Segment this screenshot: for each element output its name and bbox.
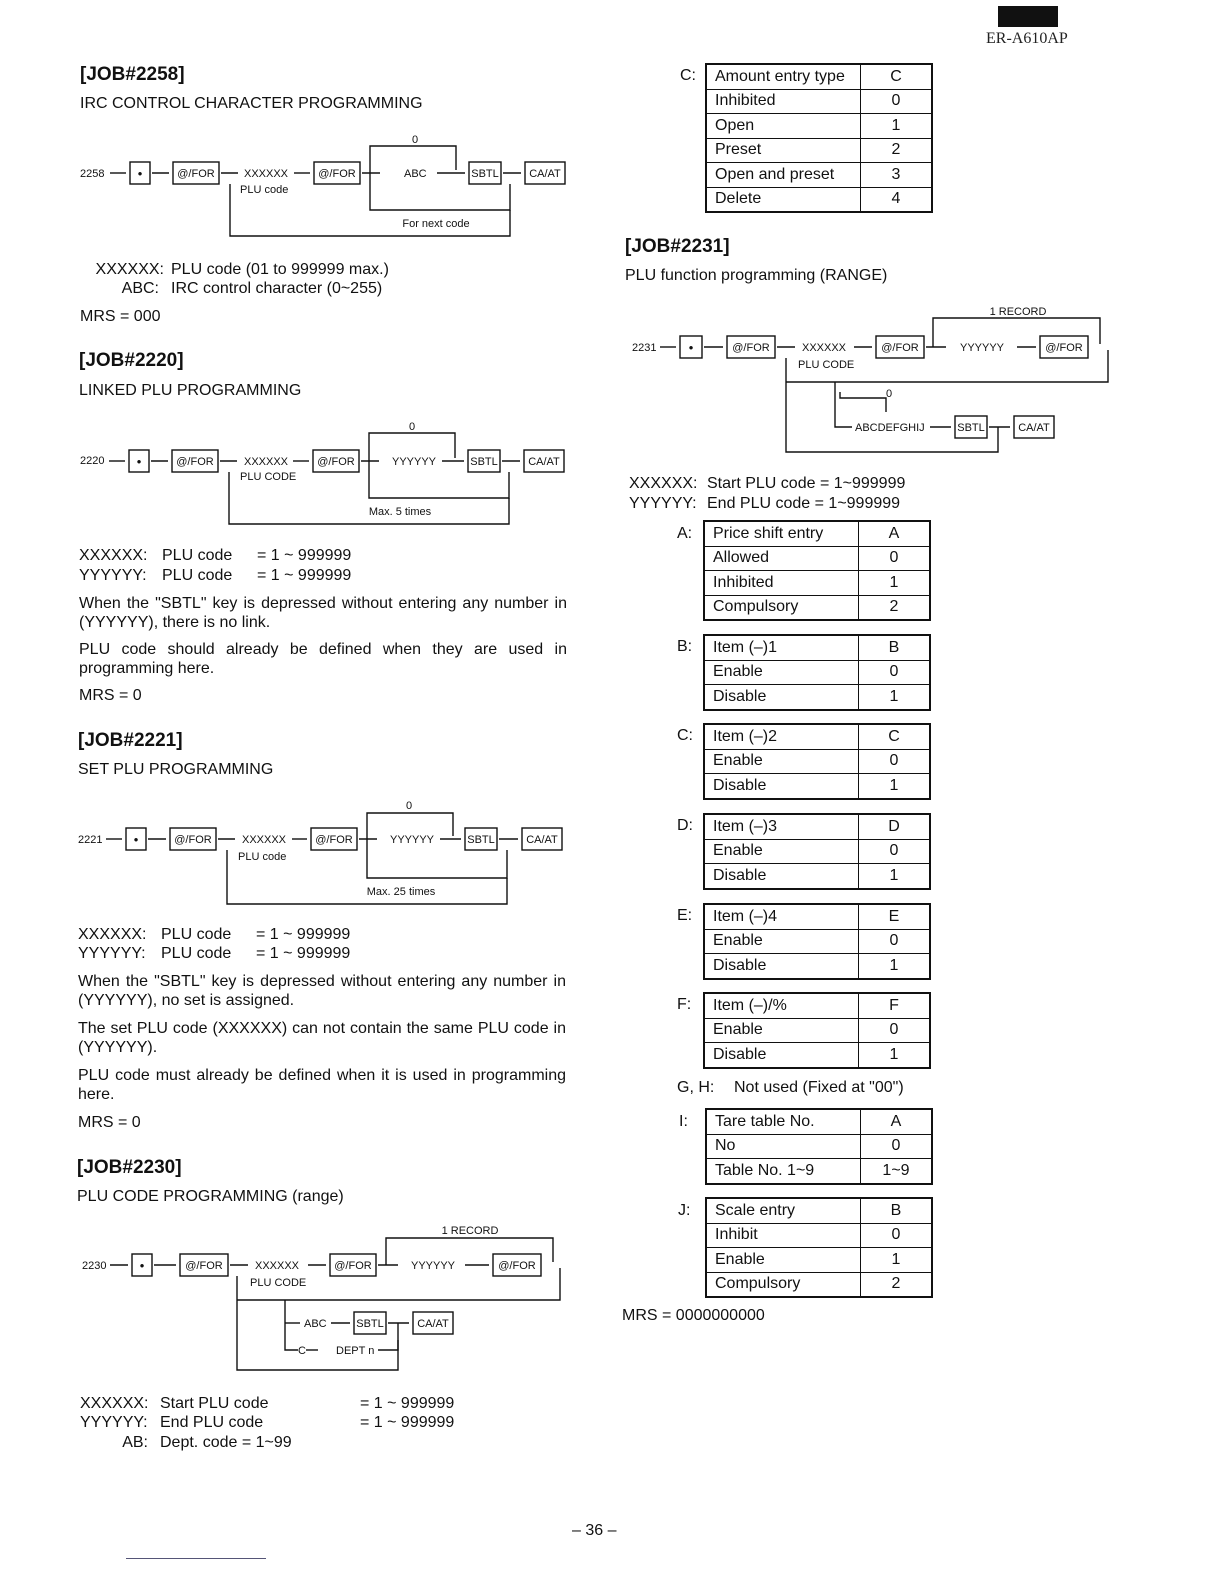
table-cell: E xyxy=(859,904,931,929)
ca-at-key: CA/AT xyxy=(528,456,560,468)
gh-text: Not used (Fixed at "00") xyxy=(734,1079,904,1096)
def-key: YYYYYY: xyxy=(79,567,147,584)
job2220-middle: YYYYYY xyxy=(392,456,437,468)
job2221-subtitle: SET PLU PROGRAMMING xyxy=(78,761,274,778)
table-cell: 3 xyxy=(861,163,933,188)
table-cell: Disable xyxy=(704,685,859,710)
job2230-title: [JOB#2230] xyxy=(77,1157,182,1178)
table-cell: Enable xyxy=(704,749,859,774)
job2231-mrs: MRS = 0000000000 xyxy=(622,1307,765,1324)
job2258-subtitle: IRC CONTROL CHARACTER PROGRAMMING xyxy=(80,95,423,112)
def-text: PLU code xyxy=(161,926,232,943)
table-cell: A xyxy=(861,1109,933,1134)
table-cell: Disable xyxy=(704,954,859,979)
job2221-middle: YYYYYY xyxy=(390,834,435,846)
ca-at-key: CA/AT xyxy=(1018,422,1050,434)
job2230-record: 1 RECORD xyxy=(441,1225,499,1237)
job2230-code: 2230 xyxy=(82,1260,107,1272)
job2230-c: C xyxy=(298,1345,306,1357)
table-cell: A xyxy=(859,521,931,546)
amount-entry-type-table xyxy=(705,63,933,213)
ca-at-key: CA/AT xyxy=(417,1318,449,1330)
at-for-key: @/FOR xyxy=(176,456,214,468)
table-cell: 0 xyxy=(861,1134,933,1159)
job2220-code: 2220 xyxy=(80,455,105,467)
def-text: End PLU code = 1~999999 xyxy=(707,495,901,512)
job2221-title: [JOB#2221] xyxy=(78,730,183,751)
table-cell: 2 xyxy=(861,138,933,163)
point-key: • xyxy=(136,454,142,469)
header-black-bar xyxy=(998,6,1058,27)
def-text: PLU code xyxy=(162,567,233,584)
job2231-y-entry: YYYYYY xyxy=(960,342,1005,354)
at-for-key: @/FOR xyxy=(498,1260,536,1272)
item-minus-4-table xyxy=(703,903,931,980)
job2258-flow-diagram xyxy=(80,128,580,240)
table-label: D: xyxy=(677,817,693,834)
job2220-para-sbtl: When the "SBTL" key is depressed without entering any number in (YYYYYY), there is no link. xyxy=(79,595,567,631)
table-label: B: xyxy=(677,638,693,655)
def-key: YYYYYY: xyxy=(629,495,697,512)
table-cell: No xyxy=(706,1134,861,1159)
table-cell: 4 xyxy=(861,187,933,212)
def-value: = 1 ~ 999999 xyxy=(256,926,351,943)
table-cell: Inhibited xyxy=(704,571,859,596)
def-value: = 1 ~ 999999 xyxy=(257,567,352,584)
point-key: • xyxy=(139,1258,145,1273)
table-cell: Disable xyxy=(704,864,859,889)
table-cell: 1 xyxy=(859,1043,931,1068)
job2220-loop-label: Max. 5 times xyxy=(368,506,432,518)
item-minus-1-table xyxy=(703,634,931,711)
job2258-loop-label: For next code xyxy=(402,218,470,230)
job2258-mrs: MRS = 000 xyxy=(80,308,161,325)
job2221-x-entry: XXXXXX xyxy=(242,834,287,846)
table-cell: 2 xyxy=(861,1272,933,1297)
table-cell: 1 xyxy=(859,864,931,889)
table-cell: Enable xyxy=(704,839,859,864)
table-cell: 0 xyxy=(861,1223,933,1248)
job2220-para-defined: PLU code should already be defined when they are used in programming here. xyxy=(79,641,567,677)
table-cell: 0 xyxy=(859,839,931,864)
table-cell: Scale entry xyxy=(706,1198,861,1223)
job2231-code: 2231 xyxy=(632,342,657,354)
job2221-para-same: The set PLU code (XXXXXX) can not contain the same PLU code in (YYYYYY). xyxy=(78,1020,566,1056)
def-text: Start PLU code xyxy=(160,1395,269,1412)
table-cell: 1 xyxy=(861,114,933,139)
def-key: XXXXXX: xyxy=(629,475,698,492)
table-cell: 0 xyxy=(859,929,931,954)
table-label: J: xyxy=(678,1202,691,1219)
job2220-title: [JOB#2220] xyxy=(79,350,184,371)
job2258-middle: ABC xyxy=(404,168,427,180)
job2231-record: 1 RECORD xyxy=(989,306,1047,318)
table-label: C: xyxy=(677,727,693,744)
page-number: – 36 – xyxy=(572,1522,617,1539)
table-label: A: xyxy=(677,525,693,542)
table-cell: 1 xyxy=(861,1248,933,1273)
job2230-x-entry: XXXXXX xyxy=(255,1260,300,1272)
job2221-code: 2221 xyxy=(78,834,103,846)
table-cell: Open and preset xyxy=(706,163,861,188)
table-cell: Item (–)2 xyxy=(704,724,859,749)
table-cell: Table No. 1~9 xyxy=(706,1159,861,1184)
footer-rule xyxy=(126,1558,266,1559)
def-value: = 1 ~ 999999 xyxy=(360,1414,455,1431)
job2231-zero: 0 xyxy=(885,388,893,400)
at-for-key: @/FOR xyxy=(1045,342,1083,354)
at-for-key: @/FOR xyxy=(881,342,919,354)
def-text: PLU code xyxy=(161,945,232,962)
sbtl-key: SBTL xyxy=(356,1318,384,1330)
def-key: YYYYYY: xyxy=(78,945,146,962)
table-cell: F xyxy=(859,993,931,1018)
table-cell: 0 xyxy=(859,749,931,774)
table-label: I: xyxy=(679,1113,688,1130)
job2221-x-label: PLU code xyxy=(238,851,287,863)
job2221-loop-label: Max. 25 times xyxy=(366,886,436,898)
table-cell: Price shift entry xyxy=(704,521,859,546)
table-cell: Compulsory xyxy=(704,595,859,620)
ca-at-key: CA/AT xyxy=(526,834,558,846)
def-key: YYYYYY: xyxy=(80,1414,148,1431)
def-key: XXXXXX: xyxy=(80,1395,149,1412)
job2220-zero: 0 xyxy=(408,421,416,433)
job2258-x-entry: XXXXXX xyxy=(244,168,289,180)
table-label: F: xyxy=(677,996,692,1013)
table-cell: 1 xyxy=(859,685,931,710)
def-value: = 1 ~ 999999 xyxy=(360,1395,455,1412)
table-cell: Compulsory xyxy=(706,1272,861,1297)
def-key: XXXXXX: xyxy=(79,547,148,564)
ca-at-key: CA/AT xyxy=(529,168,561,180)
table-cell: C xyxy=(859,724,931,749)
table-cell: Enable xyxy=(704,660,859,685)
at-for-key: @/FOR xyxy=(177,168,215,180)
def-value: = 1 ~ 999999 xyxy=(256,945,351,962)
job2231-x-label: PLU CODE xyxy=(798,359,855,371)
sbtl-key: SBTL xyxy=(467,834,495,846)
table-cell: Item (–)3 xyxy=(704,814,859,839)
def-text: PLU code xyxy=(162,547,233,564)
job2258-zero: 0 xyxy=(411,134,419,146)
job2221-zero: 0 xyxy=(405,800,413,812)
def-key: XXXXXX: xyxy=(78,926,147,943)
table-cell: Enable xyxy=(706,1248,861,1273)
job2230-subtitle: PLU CODE PROGRAMMING (range) xyxy=(77,1188,344,1205)
table-cell: Disable xyxy=(704,774,859,799)
table-cell: Item (–)/% xyxy=(704,993,859,1018)
table-cell: Preset xyxy=(706,138,861,163)
job2220-subtitle: LINKED PLU PROGRAMMING xyxy=(79,382,302,399)
table-cell: Inhibited xyxy=(706,89,861,114)
table-cell: Inhibit xyxy=(706,1223,861,1248)
job2221-para-defined: PLU code must already be defined when it is used in programming here. xyxy=(78,1067,566,1103)
tare-table xyxy=(705,1108,933,1185)
table-cell: 0 xyxy=(861,89,933,114)
table-cell: Tare table No. xyxy=(706,1109,861,1134)
at-for-key: @/FOR xyxy=(317,456,355,468)
point-key: • xyxy=(688,340,694,355)
at-for-key: @/FOR xyxy=(334,1260,372,1272)
table-cell: Item (–)1 xyxy=(704,635,859,660)
job2231-x-entry: XXXXXX xyxy=(802,342,847,354)
sbtl-key: SBTL xyxy=(470,456,498,468)
gh-label: G, H: xyxy=(677,1079,715,1096)
job2230-y-entry: YYYYYY xyxy=(411,1260,456,1272)
table-cell: C xyxy=(861,64,933,89)
table-cell: Item (–)4 xyxy=(704,904,859,929)
table-cell: 0 xyxy=(859,660,931,685)
table-cell: Open xyxy=(706,114,861,139)
at-for-key: @/FOR xyxy=(185,1260,223,1272)
job2221-para-sbtl: When the "SBTL" key is depressed without entering any number in (YYYYYY), no set is assigned. xyxy=(78,973,566,1009)
def-value: = 1 ~ 999999 xyxy=(257,547,352,564)
table-cell: Enable xyxy=(704,929,859,954)
point-key: • xyxy=(137,166,143,181)
table-cell: 1 xyxy=(859,954,931,979)
sbtl-key: SBTL xyxy=(471,168,499,180)
job2220-mrs: MRS = 0 xyxy=(79,687,142,704)
item-minus-2-table xyxy=(703,723,931,800)
job2220-x-label: PLU CODE xyxy=(240,471,297,483)
job2221-flow-diagram xyxy=(78,796,578,908)
table-cell: B xyxy=(861,1198,933,1223)
table-cell: Enable xyxy=(704,1018,859,1043)
point-key: • xyxy=(133,832,139,847)
def-text: End PLU code xyxy=(160,1414,264,1431)
at-for-key: @/FOR xyxy=(318,168,356,180)
def-text: Dept. code = 1~99 xyxy=(160,1434,292,1451)
price-shift-table xyxy=(703,520,931,621)
table-cell: Amount entry type xyxy=(706,64,861,89)
job2231-title: [JOB#2231] xyxy=(625,236,730,257)
table-label: C: xyxy=(680,67,696,84)
job2230-x-label: PLU CODE xyxy=(250,1277,307,1289)
item-minus-3-table xyxy=(703,813,931,890)
job2230-flow-diagram xyxy=(80,1220,580,1376)
table-cell: 0 xyxy=(859,1018,931,1043)
at-for-key: @/FOR xyxy=(315,834,353,846)
table-cell: Delete xyxy=(706,187,861,212)
job2220-x-entry: XXXXXX xyxy=(244,456,289,468)
table-cell: 1~9 xyxy=(861,1159,933,1184)
job2231-flow-diagram xyxy=(630,300,1120,460)
table-cell: B xyxy=(859,635,931,660)
job2258-title: [JOB#2258] xyxy=(80,64,185,85)
table-cell: Allowed xyxy=(704,546,859,571)
table-label: E: xyxy=(677,907,693,924)
at-for-key: @/FOR xyxy=(732,342,770,354)
job2258-code: 2258 xyxy=(80,168,105,180)
table-cell: 0 xyxy=(859,546,931,571)
job2221-mrs: MRS = 0 xyxy=(78,1114,141,1131)
def-key: XXXXXX: xyxy=(95,261,164,278)
job2231-middle: ABCDEFGHIJ xyxy=(855,422,925,434)
job2230-dept: DEPT n xyxy=(336,1345,375,1357)
def-text: Start PLU code = 1~999999 xyxy=(707,475,906,492)
def-text: PLU code (01 to 999999 max.) xyxy=(171,261,389,278)
sbtl-key: SBTL xyxy=(957,422,985,434)
item-minus-percent-table xyxy=(703,992,931,1069)
table-cell: 2 xyxy=(859,595,931,620)
table-cell: 1 xyxy=(859,571,931,596)
table-cell: 1 xyxy=(859,774,931,799)
job2230-abc: ABC xyxy=(304,1318,327,1330)
def-text: IRC control character (0~255) xyxy=(171,280,383,297)
table-cell: D xyxy=(859,814,931,839)
def-key: AB: xyxy=(122,1434,148,1451)
job2231-subtitle: PLU function programming (RANGE) xyxy=(625,267,888,284)
def-key: ABC: xyxy=(121,280,159,297)
job2220-flow-diagram xyxy=(80,416,580,528)
job2258-x-label: PLU code xyxy=(240,184,289,196)
table-cell: Disable xyxy=(704,1043,859,1068)
at-for-key: @/FOR xyxy=(174,834,212,846)
scale-entry-table xyxy=(705,1197,933,1298)
model-number: ER-A610AP xyxy=(986,30,1068,47)
